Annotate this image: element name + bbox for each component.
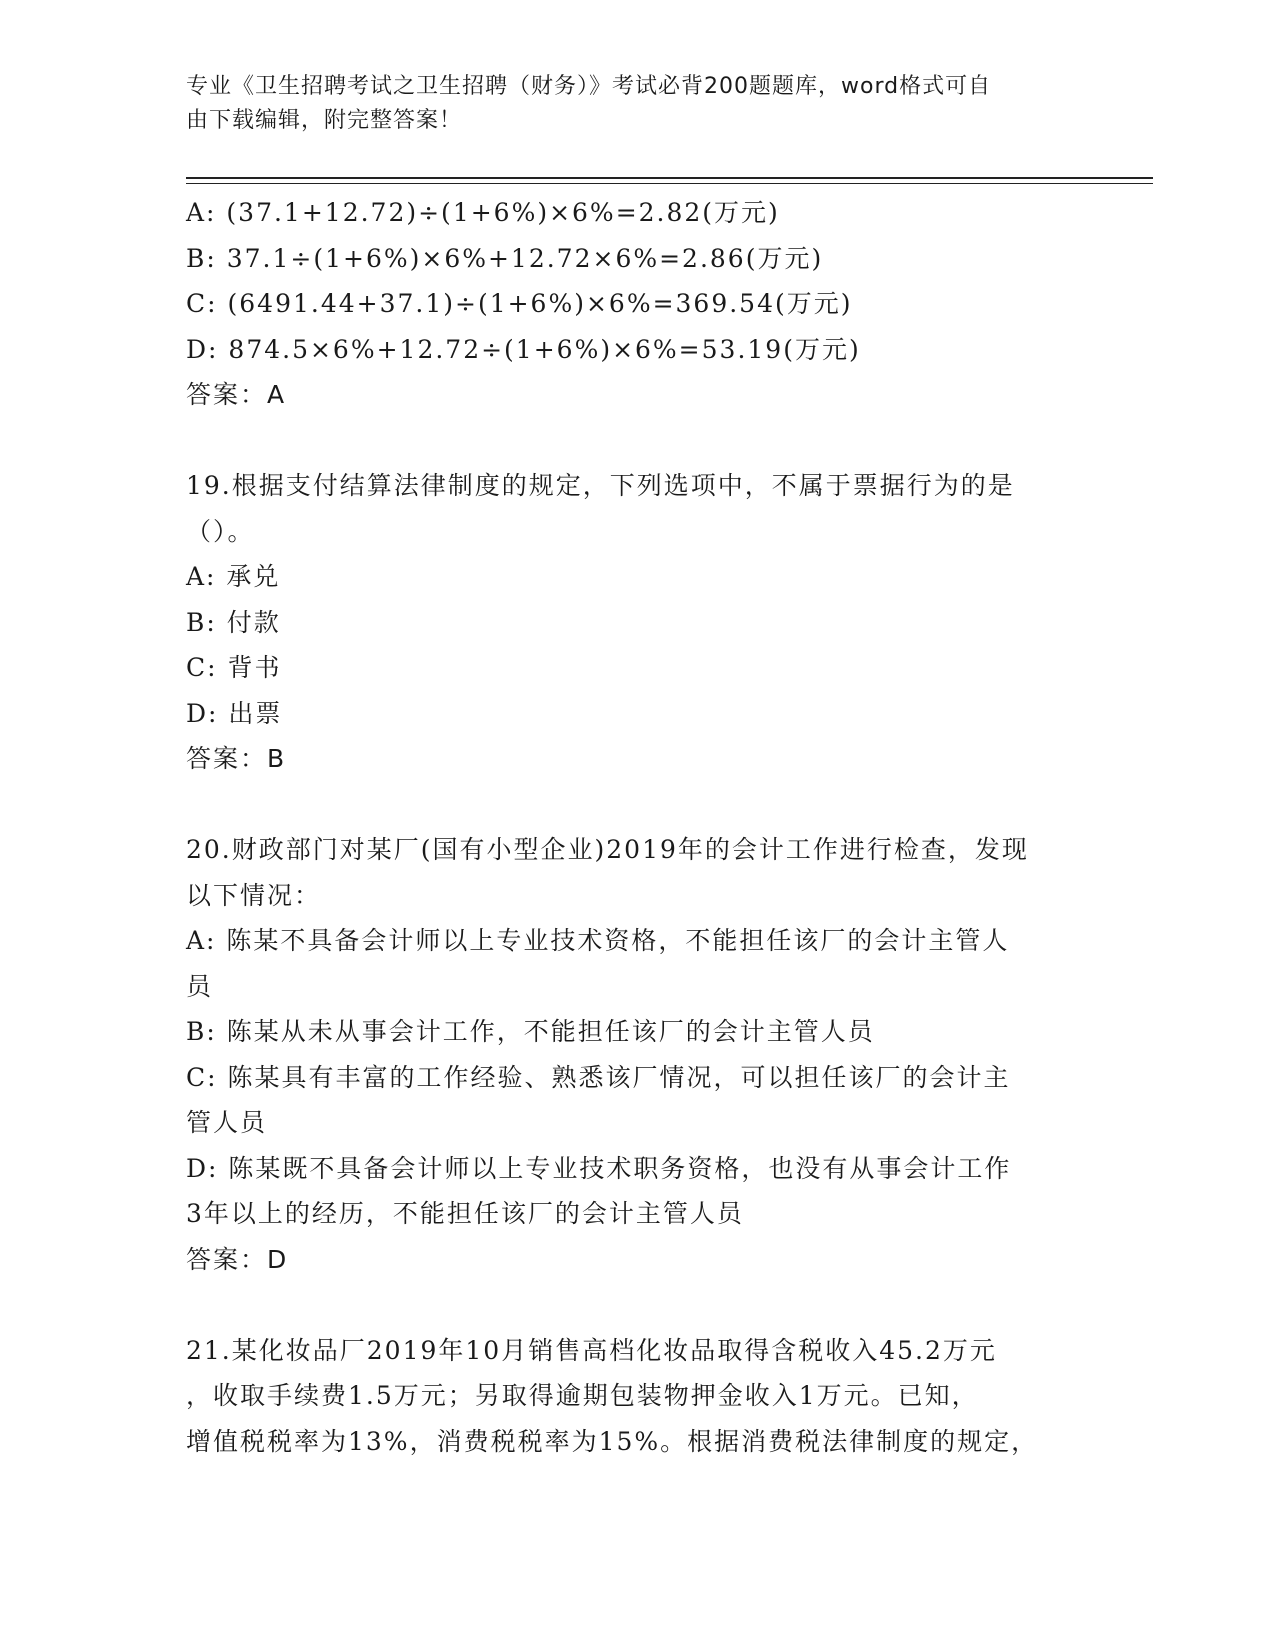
option-c: C: 陈某具有丰富的工作经验、熟悉该厂情况，可以担任该厂的会计主: [186, 1062, 1011, 1092]
spacer: [186, 782, 1086, 828]
question-stem: 21.某化妆品厂2019年10月销售高档化妆品取得含税收入45.2万元: [186, 1335, 997, 1365]
option-c-cont: 管人员: [186, 1108, 268, 1137]
option-d-cont: 3年以上的经历，不能担任该厂的会计主管人员: [186, 1199, 744, 1228]
question-stem-cont: 增值税税率为13%，消费税税率为15%。根据消费税法律制度的规定，: [186, 1426, 1039, 1456]
header-divider-thin: [186, 183, 1153, 184]
question-stem-cont: （）。: [186, 516, 255, 546]
question-18-options: [186, 190, 1086, 418]
header-divider-thick: [186, 177, 1153, 179]
option-a: A: 陈某不具备会计师以上专业技术资格，不能担任该厂的会计主管人: [186, 926, 1010, 955]
option-c: C: 背书: [186, 653, 282, 682]
option-b: B: 陈某从未从事会计工作，不能担任该厂的会计主管人员: [186, 1017, 875, 1046]
question-stem: 20.财政部门对某厂(国有小型企业)2019年的会计工作进行检查，发现: [186, 835, 1029, 864]
option-c: C: (6491.44+37.1)÷(1+6%)×6%=369.54(万元): [186, 289, 853, 318]
option-b: B: 37.1÷(1+6%)×6%+12.72×6%=2.86(万元): [186, 243, 824, 273]
answer: 答案：B: [186, 744, 287, 773]
option-a-cont: 员: [186, 971, 214, 1001]
answer: 答案：D: [186, 1244, 289, 1274]
question-stem: 19.根据支付结算法律制度的规定，下列选项中，不属于票据行为的是: [186, 471, 1015, 500]
question-stem-cont: ，收取手续费1.5万元；另取得逾期包装物押金收入1万元。已知，: [186, 1381, 979, 1410]
header-line-1: 专业《卫生招聘考试之卫生招聘（财务）》考试必背200题题库，word格式可自: [186, 74, 992, 99]
spacer: [186, 1282, 1086, 1328]
option-d: D: 出票: [186, 698, 283, 728]
answer: 答案：A: [186, 380, 287, 409]
question-20: [186, 827, 1086, 1282]
option-a: A: 承兑: [186, 562, 281, 591]
question-stem-cont: 以下情况：: [186, 880, 322, 910]
header-line-2: 由下载编辑，附完整答案！: [186, 108, 463, 133]
spacer: [186, 418, 1086, 464]
document-body: [186, 190, 1086, 1464]
option-d: D: 874.5×6%+12.72÷(1+6%)×6%=53.19(万元): [186, 334, 861, 364]
document-header: [186, 70, 1066, 138]
question-19: [186, 463, 1086, 782]
option-b: B: 付款: [186, 607, 281, 637]
question-21: [186, 1328, 1086, 1465]
option-d: D: 陈某既不具备会计师以上专业技术职务资格，也没有从事会计工作: [186, 1153, 1012, 1183]
option-a: A: (37.1+12.72)÷(1+6%)×6%=2.82(万元): [186, 198, 780, 227]
